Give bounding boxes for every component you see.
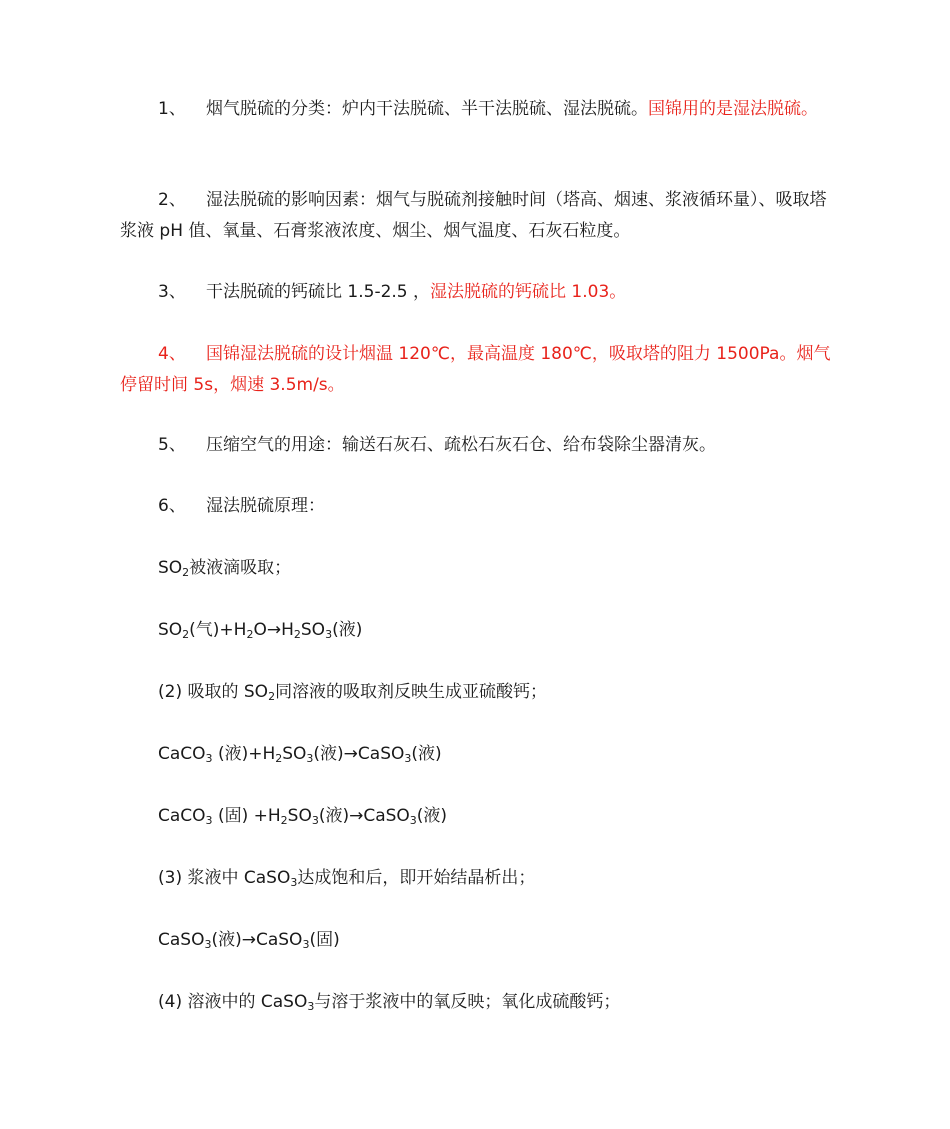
eq-text: CaSO [158, 930, 205, 950]
eq-subscript: 3 [205, 814, 213, 827]
eq-subscript: 3 [205, 752, 213, 765]
eq-text: SO [300, 620, 326, 640]
eq-text: (固) [309, 930, 340, 950]
eq-text: (气)+H [189, 620, 247, 640]
paragraph-6 [120, 491, 832, 522]
eq-subscript: 3 [302, 938, 310, 951]
eq-text: SO [282, 744, 307, 764]
eq-text: CaCO [158, 744, 206, 764]
paragraph-5 [120, 430, 832, 461]
eq-subscript: 2 [293, 628, 301, 641]
highlight-text: 国锦用的是湿法脱硫。 [648, 99, 818, 119]
eq-subscript: 3 [204, 938, 212, 951]
paragraph-4 [120, 339, 832, 401]
eq-text: CaCO [158, 806, 206, 826]
equation-line-8 [158, 987, 832, 1018]
item-number: 4、 [158, 344, 186, 364]
eq-text: (2) 吸取的 SO [158, 682, 269, 702]
eq-subscript: 3 [404, 752, 412, 765]
eq-subscript: 2 [246, 628, 254, 641]
eq-text: (4) 溶液中的 CaSO [158, 992, 308, 1012]
paragraph-2 [120, 185, 832, 247]
equation-line-4 [158, 739, 832, 770]
eq-text: (液)+H [212, 744, 276, 764]
item-number: 1、 [158, 99, 186, 119]
eq-subscript: 3 [290, 876, 298, 889]
eq-text: (固) +H [212, 806, 281, 826]
eq-subscript: 3 [306, 752, 314, 765]
eq-text: SO [287, 806, 312, 826]
eq-text: 同溶液的吸取剂反映生成亚硫酸钙； [275, 682, 548, 702]
paragraph-text: 烟气脱硫的分类：炉内干法脱硫、半干法脱硫、湿法脱硫。 [206, 99, 648, 119]
eq-text: (液) [332, 620, 363, 640]
eq-subscript: 2 [268, 690, 276, 703]
eq-text: (液) [416, 806, 448, 826]
highlight-text: 湿法脱硫的钙硫比 1.03。 [430, 282, 627, 302]
eq-text: (液)→CaSO [211, 930, 303, 950]
eq-text: SO [158, 558, 183, 578]
eq-text: SO [158, 620, 183, 640]
eq-subscript: 3 [311, 814, 319, 827]
eq-text: 达成饱和后，即开始结晶析出； [297, 868, 536, 888]
eq-text: (液)→CaSO [318, 806, 410, 826]
eq-text: (液)→CaSO [313, 744, 405, 764]
equation-line-6 [158, 863, 832, 894]
paragraph-text: 压缩空气的用途：输送石灰石、疏松石灰石仓、给布袋除尘器清灰。 [206, 435, 716, 455]
paragraph-text: 湿法脱硫原理： [206, 496, 325, 516]
eq-text: (3) 浆液中 CaSO [158, 868, 291, 888]
paragraph-text: 湿法脱硫的影响因素：烟气与脱硫剂接触时间（塔高、烟速、浆液循环量）、吸取塔浆液 pH 值、氧量、石膏浆液浓度、烟尘、烟气温度、石灰石粒度。 [120, 190, 827, 241]
equation-line-5 [158, 801, 832, 832]
item-number: 3、 [158, 282, 186, 302]
equation-line-2 [158, 615, 832, 646]
eq-subscript: 3 [409, 814, 417, 827]
eq-text: 与溶于浆液中的氧反映；氧化成硫酸钙； [314, 992, 621, 1012]
eq-text: O→H [253, 620, 294, 640]
eq-subscript: 2 [182, 566, 190, 579]
highlight-text: 国锦湿法脱硫的设计烟温 120℃，最高温度 180℃，吸取塔的阻力 1500Pa。烟气停留时间 5s，烟速 3.5m/s。 [120, 344, 831, 395]
equation-line-7 [158, 925, 832, 956]
eq-subscript: 2 [275, 752, 283, 765]
eq-text: 被液滴吸取； [189, 558, 292, 578]
paragraph-1 [120, 94, 832, 125]
eq-subscript: 3 [307, 1000, 315, 1013]
equation-line-1 [158, 553, 832, 584]
paragraph-3 [120, 277, 832, 308]
paragraph-text: 干法脱硫的钙硫比 1.5-2.5 ， [206, 282, 431, 302]
item-number: 6、 [158, 496, 186, 516]
item-number: 2、 [158, 190, 186, 210]
equation-line-3 [158, 677, 832, 708]
eq-subscript: 2 [182, 628, 190, 641]
item-number: 5、 [158, 435, 186, 455]
eq-subscript: 3 [325, 628, 333, 641]
eq-text: (液) [411, 744, 442, 764]
eq-subscript: 2 [280, 814, 288, 827]
